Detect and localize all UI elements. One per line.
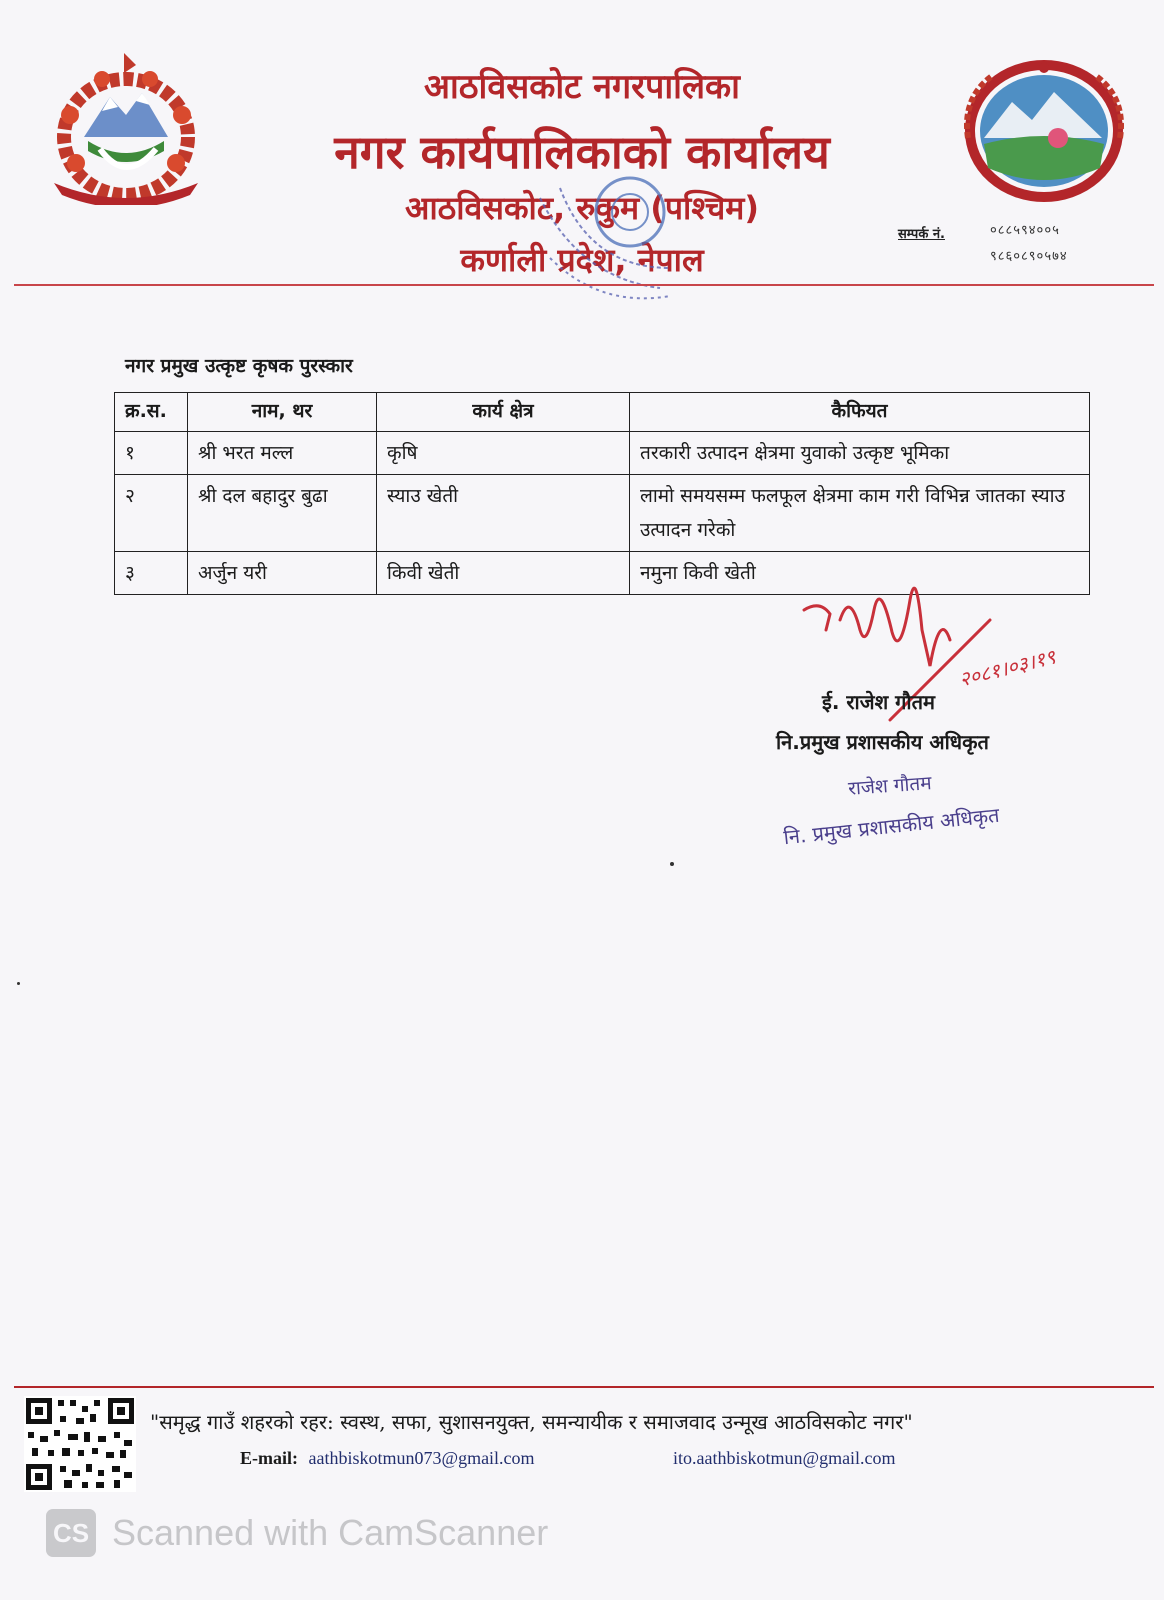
cell-sn: ३ xyxy=(115,552,188,595)
header-divider xyxy=(14,284,1154,286)
email-primary: aathbiskotmun073@gmail.com xyxy=(308,1448,535,1468)
awards-table xyxy=(114,392,1090,595)
stamp-signer-name: राजेश गौतम xyxy=(847,772,933,800)
signer-title: नि.प्रमुख प्रशासकीय अधिकृत xyxy=(776,730,989,754)
document-title: नगर प्रमुख उत्कृष्ट कृषक पुरस्कार xyxy=(125,355,353,377)
cell-field: कृषि xyxy=(377,432,630,475)
signature-date: २०८१।०३।१९ xyxy=(956,644,1058,692)
cell-remarks: नमुना किवी खेती xyxy=(630,552,1090,595)
office-name: नगर कार्यपालिकाको कार्यालय xyxy=(334,125,830,179)
scan-speck xyxy=(670,862,674,866)
office-stamp-icon xyxy=(520,168,710,338)
cell-name: श्री दल बहादुर बुढा xyxy=(188,475,377,552)
cell-field: स्याउ खेती xyxy=(377,475,630,552)
footer-divider xyxy=(14,1386,1154,1388)
contact-label: सम्पर्क नं. xyxy=(898,227,945,242)
footer-emails xyxy=(240,1448,896,1469)
cell-remarks: तरकारी उत्पादन क्षेत्रमा युवाको उत्कृष्ट भूमिका xyxy=(630,432,1090,475)
camscanner-logo-icon: CS xyxy=(46,1509,96,1557)
camscanner-text: Scanned with CamScanner xyxy=(112,1512,549,1553)
table-row xyxy=(115,432,1090,475)
cell-name: अर्जुन यरी xyxy=(188,552,377,595)
office-address: आठविसकोट, रुकुम (पश्चिम) xyxy=(404,189,760,227)
cell-sn: १ xyxy=(115,432,188,475)
table-row xyxy=(115,475,1090,552)
camscanner-watermark xyxy=(46,1508,548,1558)
footer-slogan: "समृद्ध गाउँ शहरको रहर: स्वस्थ, सफा, सुशासनयुक्त, समन्यायीक र समाजवाद उन्मूख आठविसकोट नगर" xyxy=(150,1410,913,1434)
cell-remarks: लामो समयसम्म फलफूल क्षेत्रमा काम गरी विभिन्न जातका स्याउ उत्पादन गरेको xyxy=(630,475,1090,552)
signer-name: ई. राजेश गौतम xyxy=(822,690,935,714)
column-header-sn: क्र.स. xyxy=(115,393,188,432)
cell-sn: २ xyxy=(115,475,188,552)
phone-number: ९८६०८९०५७४ xyxy=(990,249,1068,264)
municipality-name: आठविसकोट नगरपालिका xyxy=(424,67,740,107)
cell-name: श्री भरत मल्ल xyxy=(188,432,377,475)
contact-phones xyxy=(990,218,1068,270)
email-label: E-mail: xyxy=(240,1448,298,1468)
cell-field: किवी खेती xyxy=(377,552,630,595)
column-header-remarks: कैफियत xyxy=(630,393,1090,432)
column-header-name: नाम, थर xyxy=(188,393,377,432)
email-secondary: ito.aathbiskotmun@gmail.com xyxy=(673,1448,896,1468)
column-header-field: कार्य क्षेत्र xyxy=(377,393,630,432)
scan-speck xyxy=(17,982,20,985)
phone-number: ०८८५९४००५ xyxy=(990,223,1060,238)
table-header-row xyxy=(115,393,1090,432)
province-country: कर्णाली प्रदेश, नेपाल xyxy=(460,241,704,279)
stamp-signer-title: नि. प्रमुख प्रशासकीय अधिकृत xyxy=(782,802,1001,850)
qr-code-icon xyxy=(24,1396,136,1492)
